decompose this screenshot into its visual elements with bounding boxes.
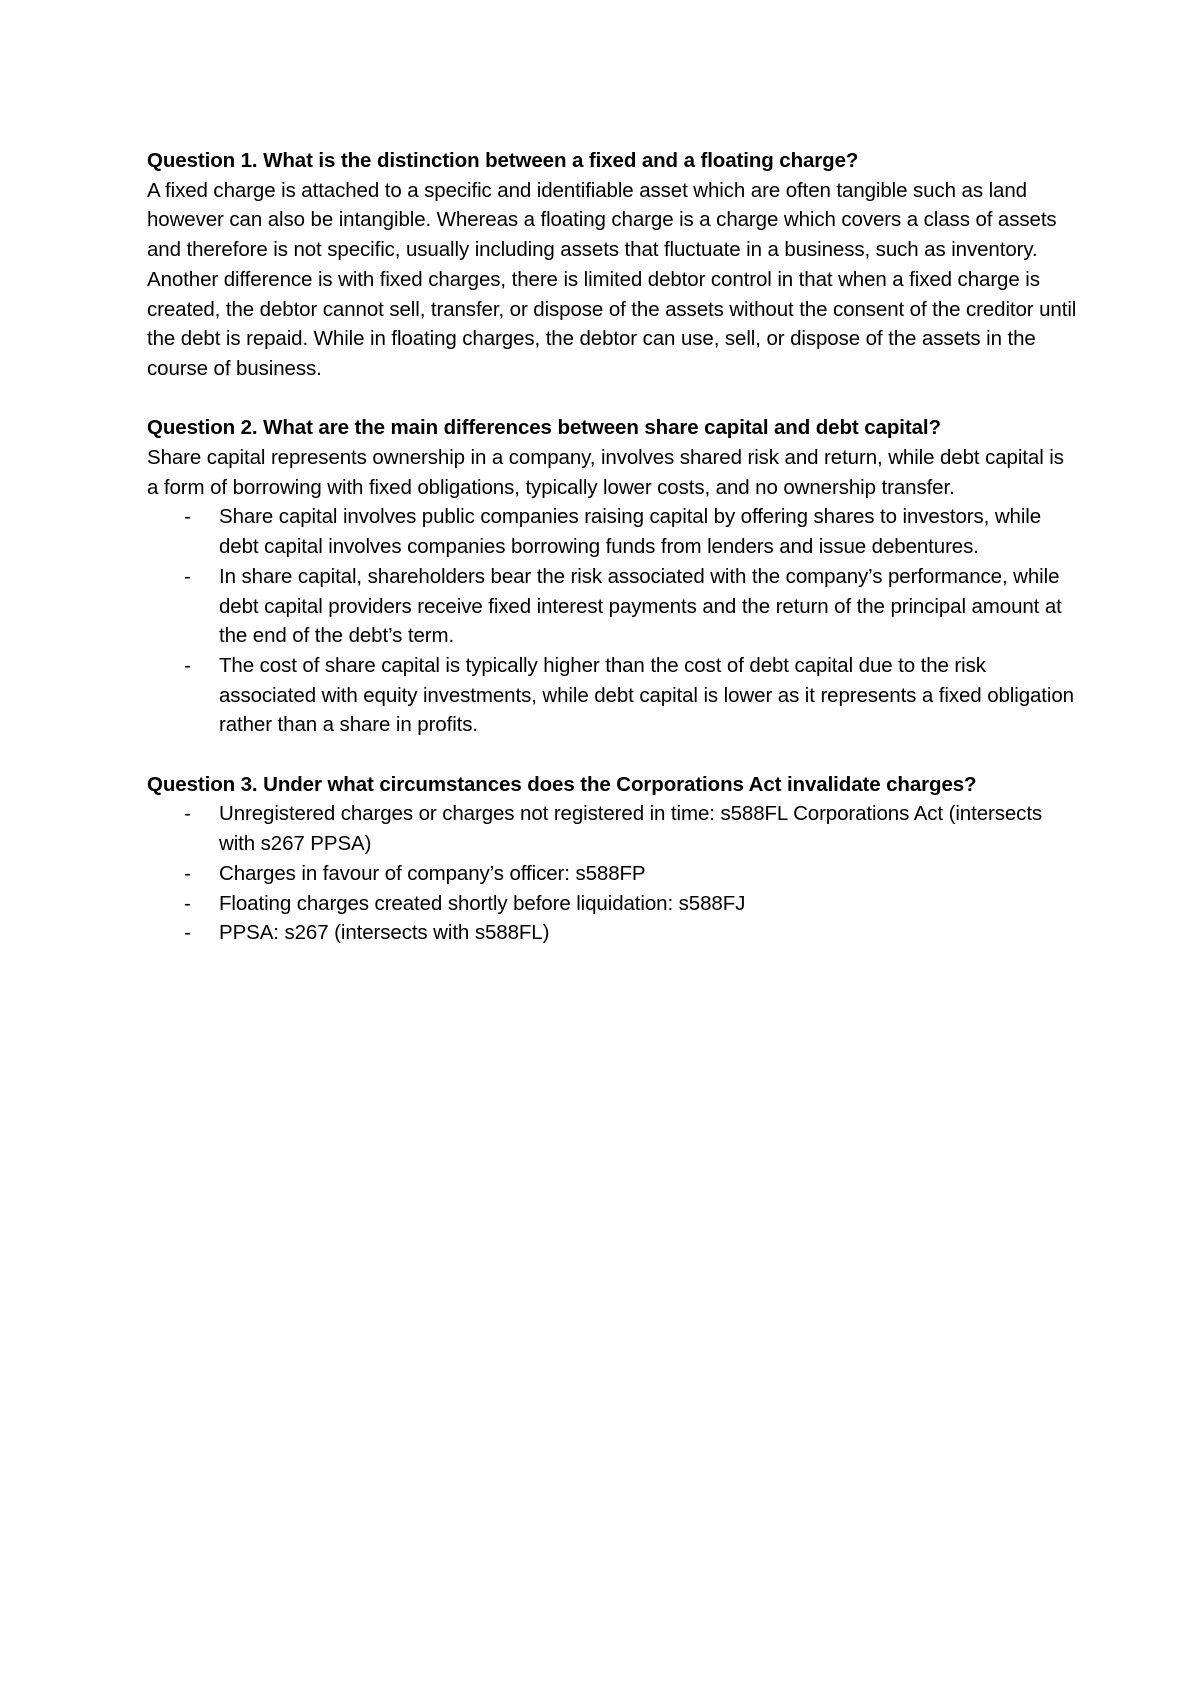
list-item xyxy=(147,502,1077,561)
question-1-heading: Question 1. What is the distinction between a fixed and a floating charge? xyxy=(147,149,859,172)
list-item xyxy=(147,918,1077,948)
list-item xyxy=(147,889,1077,919)
list-item xyxy=(147,651,1077,740)
question-3-heading: Question 3. Under what circumstances does the Corporations Act invalidate charges? xyxy=(147,772,977,796)
dash-bullet-icon: - xyxy=(184,921,191,945)
dash-bullet-icon: - xyxy=(184,564,191,588)
list-item xyxy=(147,859,1077,889)
list-item-text: The cost of share capital is typically higher than the cost of debt capital due to the risk associated with equity investments, while debt capital is lower as it represents a fixed obligation rather than a share in profits. xyxy=(219,653,1074,737)
question-2-bullet-list xyxy=(147,502,1077,740)
question-2-paragraph-1: Share capital represents ownership in a company, involves shared risk and return, while debt capital is a form of borrowing with fixed obligations, typically lower costs, and no ownership transfer. xyxy=(147,446,1064,499)
dash-bullet-icon: - xyxy=(184,653,191,677)
list-item-text: Floating charges created shortly before liquidation: s588FJ xyxy=(219,891,746,915)
question-2-section xyxy=(147,413,1077,740)
list-item-text: PPSA: s267 (intersects with s588FL) xyxy=(219,921,550,945)
question-1-section xyxy=(147,146,1077,384)
list-item xyxy=(147,799,1077,858)
dash-bullet-icon: - xyxy=(184,505,191,529)
dash-bullet-icon: - xyxy=(184,861,191,885)
dash-bullet-icon: - xyxy=(184,891,191,915)
list-item-text: In share capital, shareholders bear the risk associated with the company’s performance, while debt capital providers receive fixed interest payments and the return of the principal amount at the end of the debt’s term. xyxy=(219,564,1062,648)
question-1-paragraph-2: Another difference is with fixed charges, there is limited debtor control in that when a fixed charge is created, the debtor cannot sell, transfer, or dispose of the assets without the consent of the creditor until the debt is repaid. While in floating charges, the debtor can use, sell, or dispose of the assets in the course of business. xyxy=(147,267,1077,380)
list-item xyxy=(147,562,1077,651)
question-1-paragraph-1: A fixed charge is attached to a specific and identifiable asset which are often tangible such as land however can also be intangible. Whereas a floating charge is a charge which covers a class of assets and therefore is not specific, usually including assets that fluctuate in a business, such as inventory. xyxy=(147,178,1057,262)
question-3-bullet-list xyxy=(147,799,1077,948)
list-item-text: Share capital involves public companies raising capital by offering shares to investors, while debt capital involves companies borrowing funds from lenders and issue debentures. xyxy=(219,505,1042,559)
question-3-section xyxy=(147,770,1077,948)
document-body xyxy=(147,146,1077,978)
list-item-text: Charges in favour of company’s officer: s588FP xyxy=(219,861,646,885)
dash-bullet-icon: - xyxy=(184,802,191,826)
question-2-heading: Question 2. What are the main differences between share capital and debt capital? xyxy=(147,416,941,440)
list-item-text: Unregistered charges or charges not registered in time: s588FL Corporations Act (intersects with s267 PPSA) xyxy=(219,802,1043,856)
